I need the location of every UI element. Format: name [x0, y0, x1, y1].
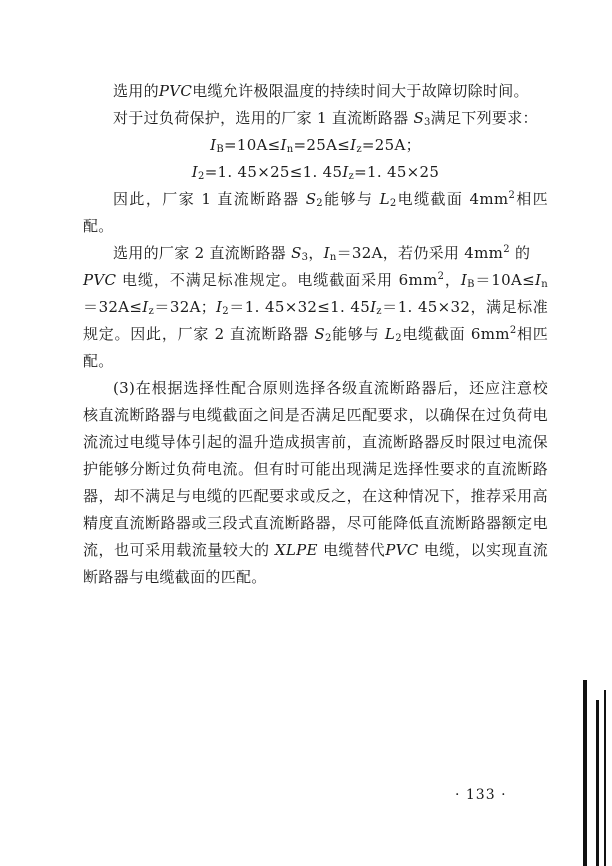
scan-edge-mark: [596, 700, 599, 866]
page-number: · 133 ·: [455, 787, 507, 803]
formula-1: $I_B=10A\le I_n=25A\le I_z=25A$；: [210, 136, 421, 155]
paragraph-3: 因此，厂家 1 直流断路器 $S_2$能够与 $L_2$电缆截面 $4mm^2$相匹配。: [83, 190, 548, 235]
scan-edge-mark: [604, 690, 606, 866]
paragraph-1: 选用的PVC电缆允许极限温度的持续时间大于故障切除时间。: [113, 82, 529, 100]
body-text: [83, 78, 548, 591]
paragraph-2: 对于过负荷保护，选用的厂家 1 直流断路器 $S_3$满足下列要求：: [113, 109, 538, 128]
paragraph-5: (3)在根据选择性配合原则选择各级直流断路器后，还应注意校核直流断路器与电缆截面之间是否满足匹配要求，以确保在过负荷电流流过电缆导体引起的温升造成损害前，直流断路器反时限过电流保护能够分断过负荷电流。但有时可能出现满足选择性要求的直流断路器，却不满足与电缆的匹配要求或反之，在这种情况下，推荐采用高精度直流断路器或三段式直流断路器，尽可能降低直流断路器额定电流，也可采用载流量较大的 XLPE 电缆替代PVC 电缆，以实现直流断路器与电缆截面的匹配。: [83, 379, 548, 586]
formula-2: $I_2=1$. 45×25≤1. $45I_z=1$. 45×25: [191, 163, 440, 182]
paragraph-4: 选用的厂家 2 直流断路器 $S_3$，$I_n=32A$，若仍采用 $4mm^2$ 的 PVC 电缆，不满足标准规定。电缆截面采用 $6mm^2$，$I_B=10A\le I_n=32A\le I_z=32A$；$I_2=1$. 45×32≤1. $45I_z=1$. 45×32，满足标准规定。因此，厂家 2 直流断路器 $S_2$能够与 $L_2$电缆截面 $6mm^2$相匹配。: [83, 244, 549, 370]
scan-edge-mark: [583, 680, 587, 866]
